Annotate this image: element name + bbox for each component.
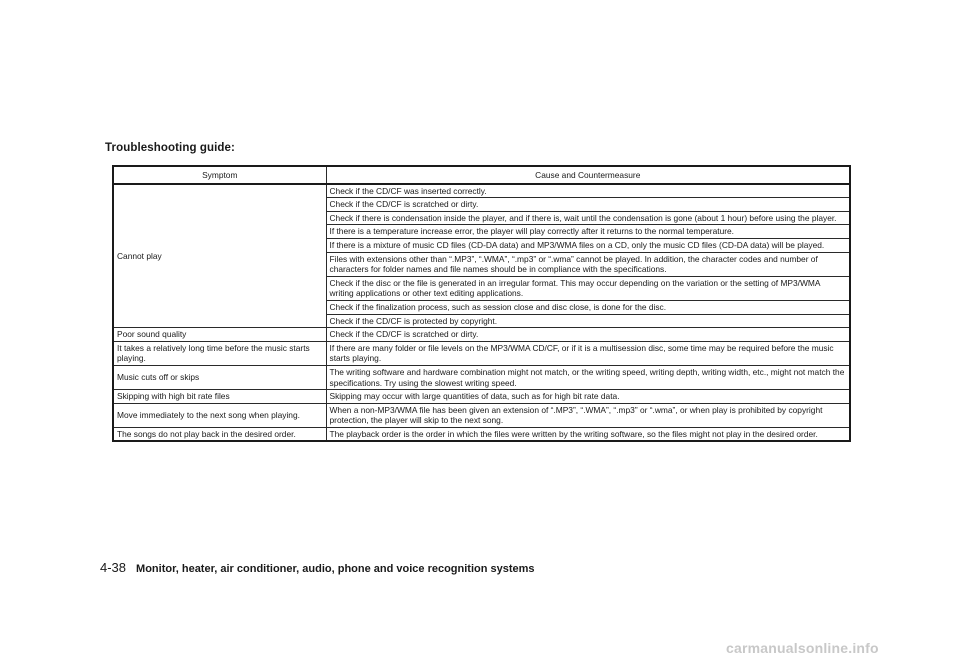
header-symptom: Symptom [113, 166, 326, 184]
watermark: carmanualsonline.info [726, 640, 879, 656]
table-row [113, 365, 850, 389]
cause-cell: The writing software and hardware combination might not match, or the writing speed, writing depth, writing width, etc., might not match the specifications. Try using the slowest writing speed. [326, 365, 850, 389]
symptom-cell: Cannot play [113, 184, 326, 328]
cause-cell: Check if the CD/CF is scratched or dirty. [326, 328, 850, 342]
cause-cell: If there are many folder or file levels on the MP3/WMA CD/CF, or if it is a multisession disc, some time may be required before the music starts playing. [326, 341, 850, 365]
cause-cell: Check if there is condensation inside the player, and if there is, wait until the condensation is gone (about 1 hour) before using the player. [326, 211, 850, 225]
cause-cell: Files with extensions other than “.MP3”, “.WMA”, “.mp3” or “.wma” cannot be played. In addition, the character codes and number of characters for folder names and file names should be in compliance with the specifications. [326, 252, 850, 276]
table-header [113, 166, 850, 184]
symptom-cell: Skipping with high bit rate files [113, 390, 326, 404]
cause-cell: If there is a temperature increase error, the player will play correctly after it returns to the normal temperature. [326, 225, 850, 239]
table-row [113, 390, 850, 404]
cause-cell: Check if the finalization process, such as session close and disc close, is done for the disc. [326, 300, 850, 314]
cause-cell: When a non-MP3/WMA file has been given an extension of “.MP3”, “.WMA”, “.mp3” or “.wma”, or when play is prohibited by copyright protection, the player will skip to the next song. [326, 403, 850, 427]
cause-cell: If there is a mixture of music CD files (CD-DA data) and MP3/WMA files on a CD, only the music CD files (CD-DA data) will be played. [326, 238, 850, 252]
table-body [113, 184, 850, 442]
troubleshooting-table [112, 165, 851, 442]
cause-cell: Check if the CD/CF is scratched or dirty. [326, 198, 850, 212]
cause-cell: The playback order is the order in which the files were written by the writing software, so the files might not play in the desired order. [326, 427, 850, 441]
cause-cell: Check if the CD/CF was inserted correctly. [326, 184, 850, 198]
page-footer [100, 560, 535, 575]
section-title: Monitor, heater, air conditioner, audio, phone and voice recognition systems [136, 563, 535, 575]
table-row [113, 427, 850, 441]
table-row [113, 184, 850, 198]
page-title: Troubleshooting guide: [105, 142, 235, 154]
header-row [113, 166, 850, 184]
symptom-cell: Poor sound quality [113, 328, 326, 342]
header-cause: Cause and Countermeasure [326, 166, 850, 184]
symptom-cell: Music cuts off or skips [113, 365, 326, 389]
table-row [113, 328, 850, 342]
page-number: 4-38 [100, 560, 127, 575]
table-row [113, 403, 850, 427]
table-row [113, 341, 850, 365]
symptom-cell: The songs do not play back in the desired order. [113, 427, 326, 441]
cause-cell: Check if the disc or the file is generated in an irregular format. This may occur depending on the variation or the setting of MP3/WMA writing applications or other text editing applications. [326, 276, 850, 300]
cause-cell: Check if the CD/CF is protected by copyright. [326, 314, 850, 328]
symptom-cell: It takes a relatively long time before the music starts playing. [113, 341, 326, 365]
symptom-cell: Move immediately to the next song when playing. [113, 403, 326, 427]
cause-cell: Skipping may occur with large quantities of data, such as for high bit rate data. [326, 390, 850, 404]
